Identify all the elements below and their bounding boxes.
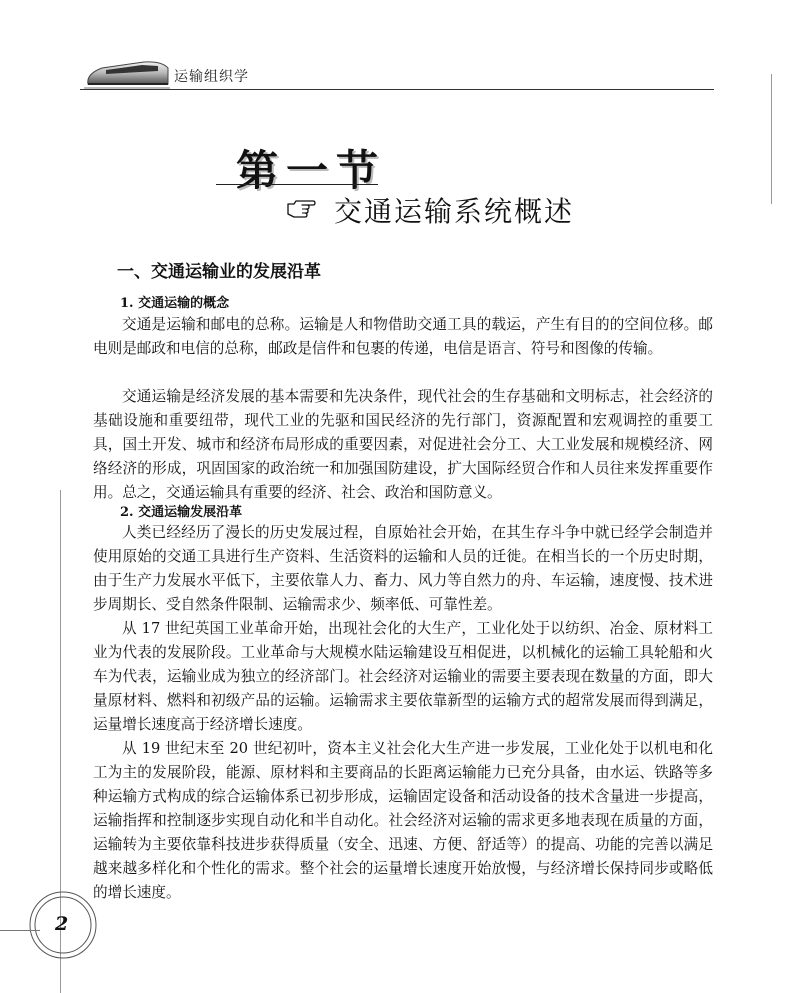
heading-level-1: 一、交通运输业的发展沿革 [117, 262, 321, 282]
header-rule [80, 89, 714, 90]
pointing-hand-icon [286, 196, 316, 218]
subsection-heading: 2. 交通运输发展沿革 [120, 505, 243, 520]
footer-rule [0, 930, 40, 931]
paragraph: 交通运输是经济发展的基本需要和先决条件，现代社会的生存基础和文明标志，社会经济的基础设施和重要纽带，现代工业的先驱和国民经济的先行部门，资源配置和宏观调控的重要工具，国土开发、城市和经济布局形成的重要因素，对促进社会分工、大工业发展和规模经济、网络经济的形成，巩固国家的政治统一和加强国防建设，扩大国际经贸合作和人员往来发挥重要作用。总之，交通运输具有重要的经济、社会、政治和国防意义。 [93, 388, 713, 501]
section-number: 第一节 [236, 146, 387, 195]
paragraph: 交通是运输和邮电的总称。运输是人和物借助交通工具的载运，产生有目的的空间位移。邮电则是邮政和电信的总称，邮政是信件和包裹的传递，电信是语言、符号和图像的传输。 [93, 316, 713, 357]
page-header [0, 0, 800, 92]
section-title: 交通运输系统概述 [334, 195, 575, 228]
paragraph: 从 19 世纪末至 20 世纪初叶，资本主义社会化大生产进一步发展，工业化处于以机电和化工为主的发展阶段，能源、原材料和主要商品的长距离运输能力已充分具备，由水运、铁路等多种运输方式构成的综合运输体系已初步形成，运输固定设备和活动设备的技术含量进一步提高，运输指挥和控制逐步实现自动化和半自动化。社会经济对运输的需求更多地表现在质量的方面，运输转为主要依靠科技进步获得质量（安全、迅速、方便、舒适等）的提高、功能的完善以满足越来越多样化和个性化的需求。整个社会的运量增长速度开始放慢，与经济增长保持同步或略低的增长速度。 [93, 740, 713, 901]
page-number: 2 [55, 913, 69, 935]
margin-line-right [771, 74, 772, 204]
paragraph: 人类已经经历了漫长的历史发展过程，自原始社会开始，在其生存斗争中就已经学会制造并使用原始的交通工具进行生产资料、生活资料的运输和人员的迁徙。在相当长的一个历史时期，由于生产力发展水平低下，主要依靠人力、畜力、风力等自然力的舟、车运输，速度慢、技术进步周期长、受自然条件限制、运输需求少、频率低、可靠性差。 [93, 524, 713, 613]
section-rule [216, 184, 378, 185]
train-icon [84, 54, 170, 90]
subsection-heading: 1. 交通运输的概念 [120, 296, 230, 311]
running-title: 运输组织学 [174, 69, 249, 85]
paragraph: 从 17 世纪英国工业革命开始，出现社会化的大生产，工业化处于以纺织、冶金、原材料工业为代表的发展阶段。工业革命与大规模水陆运输建设互相促进，以机械化的运输工具轮船和火车为代表，运输业成为独立的经济部门。社会经济对运输业的需要主要表现在数量的方面，即大量原材料、燃料和初级产品的运输。运输需求主要依靠新型的运输方式的超常发展而得到满足，运量增长速度高于经济增长速度。 [93, 620, 713, 733]
